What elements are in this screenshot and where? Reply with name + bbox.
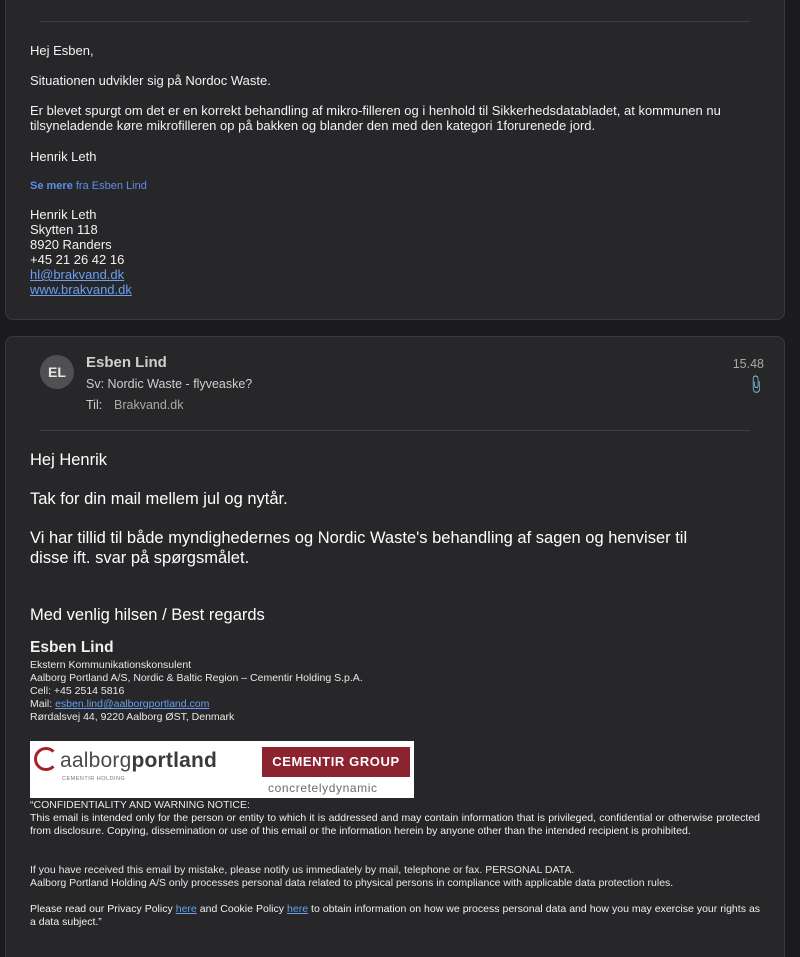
body-line: tilsyneladende køre mikrofilleren op på bakken og blander den med den kategori 1forurenede jord.: [30, 118, 596, 133]
body-line: Er blevet spurgt om det er en korrekt behandling af mikro-filleren og i henhold til Sikkerhedsdatabladet, at kommunen nu: [30, 103, 721, 118]
cementir-holding-tag: CEMENTIR HOLDING: [62, 776, 126, 782]
aalborg-logo-mark: [34, 747, 58, 771]
cookie-policy-link[interactable]: here: [287, 903, 309, 915]
mistake-line: If you have received this email by mistake, please notify us immediately by mail, telephone or fax. PERSONAL DATA.: [30, 864, 575, 876]
cementir-group-badge: CEMENTIR GROUP: [262, 747, 410, 777]
sig-city: 8920 Randers: [30, 237, 112, 252]
sender-name[interactable]: Esben Lind: [86, 354, 167, 371]
company-logo-banner: [30, 741, 414, 798]
header-divider: [40, 21, 750, 22]
to-recipient[interactable]: Brakvand.dk: [114, 398, 184, 412]
aalborg-portland-wordmark: [60, 749, 217, 773]
privacy-text-c: to obtain information on how we process personal data and how you may exercise your rights as a data subject.”: [30, 903, 761, 928]
sig-name: Henrik Leth: [30, 207, 97, 222]
avatar: EL: [40, 355, 74, 389]
signoff: Henrik Leth: [30, 149, 97, 164]
sig-web-link[interactable]: www.brakvand.dk: [30, 282, 132, 297]
sig-name: Esben Lind: [30, 639, 114, 656]
see-more-link[interactable]: [30, 180, 147, 193]
see-more-bold: Se mere: [30, 180, 73, 192]
email-message-esben: [5, 336, 785, 957]
wordmark-light: aalborg: [60, 749, 132, 772]
timestamp: 15.48: [732, 357, 764, 371]
wordmark-bold: portland: [131, 749, 218, 772]
concretely-dynamic-tagline: [268, 781, 378, 795]
see-more-rest: fra Esben Lind: [75, 180, 147, 192]
body-line: Situationen udvikler sig på Nordoc Waste.: [30, 73, 271, 88]
body-paragraph: disse ift. svar på spørgsmålet.: [30, 549, 250, 567]
privacy-policy-link[interactable]: here: [175, 903, 197, 915]
sig-phone: +45 21 26 42 16: [30, 252, 125, 267]
tagline-a: concretely: [268, 781, 329, 795]
email-message-henrik: [5, 0, 785, 320]
notice-title: “CONFIDENTIALITY AND WARNING NOTICE:: [30, 799, 250, 811]
greeting: Hej Henrik: [30, 451, 108, 469]
privacy-text-b: and Cookie Policy: [199, 903, 284, 915]
body-paragraph: Tak for din mail mellem jul og nytår.: [30, 490, 288, 508]
notice-body: This email is intended only for the person or entity to which it is addressed and may contain information that is privileged, confidential or otherwise protected from disclosure. Copying, dissemination or use of this email or the information herein by anyone other than the intended recipient is prohibited.: [30, 812, 760, 837]
header-divider: [40, 430, 750, 431]
sig-company: Aalborg Portland A/S, Nordic & Baltic Region – Cementir Holding S.p.A.: [30, 672, 363, 684]
subject-line: Sv: Nordic Waste - flyveaske?: [86, 377, 253, 391]
greeting: Hej Esben,: [30, 43, 94, 58]
sig-address: Rørdalsvej 44, 9220 Aalborg ØST, Denmark: [30, 711, 235, 723]
sig-mail-row: [30, 698, 209, 711]
sig-email-link[interactable]: hl@brakvand.dk: [30, 267, 125, 282]
to-label: Til:: [86, 398, 103, 412]
paperclip-icon[interactable]: 📎: [745, 373, 768, 396]
sig-cell: Cell: +45 2514 5816: [30, 685, 125, 697]
sig-street: Skytten 118: [30, 222, 98, 237]
privacy-paragraph: [30, 903, 760, 929]
privacy-text-a: Please read our Privacy Policy: [30, 903, 173, 915]
data-protection-line: Aalborg Portland Holding A/S only processes personal data related to physical persons in compliance with applicable data protection rules.: [30, 877, 674, 889]
regards: Med venlig hilsen / Best regards: [30, 606, 265, 624]
tagline-b: dynamic: [328, 781, 378, 795]
sig-mail-label: Mail:: [30, 698, 53, 710]
sig-title: Ekstern Kommunikationskonsulent: [30, 659, 192, 671]
sig-mail-link[interactable]: esben.lind@aalborgportland.com: [55, 698, 210, 710]
body-paragraph: Vi har tillid til både myndighedernes og Nordic Waste's behandling af sagen og henviser til: [30, 529, 688, 547]
